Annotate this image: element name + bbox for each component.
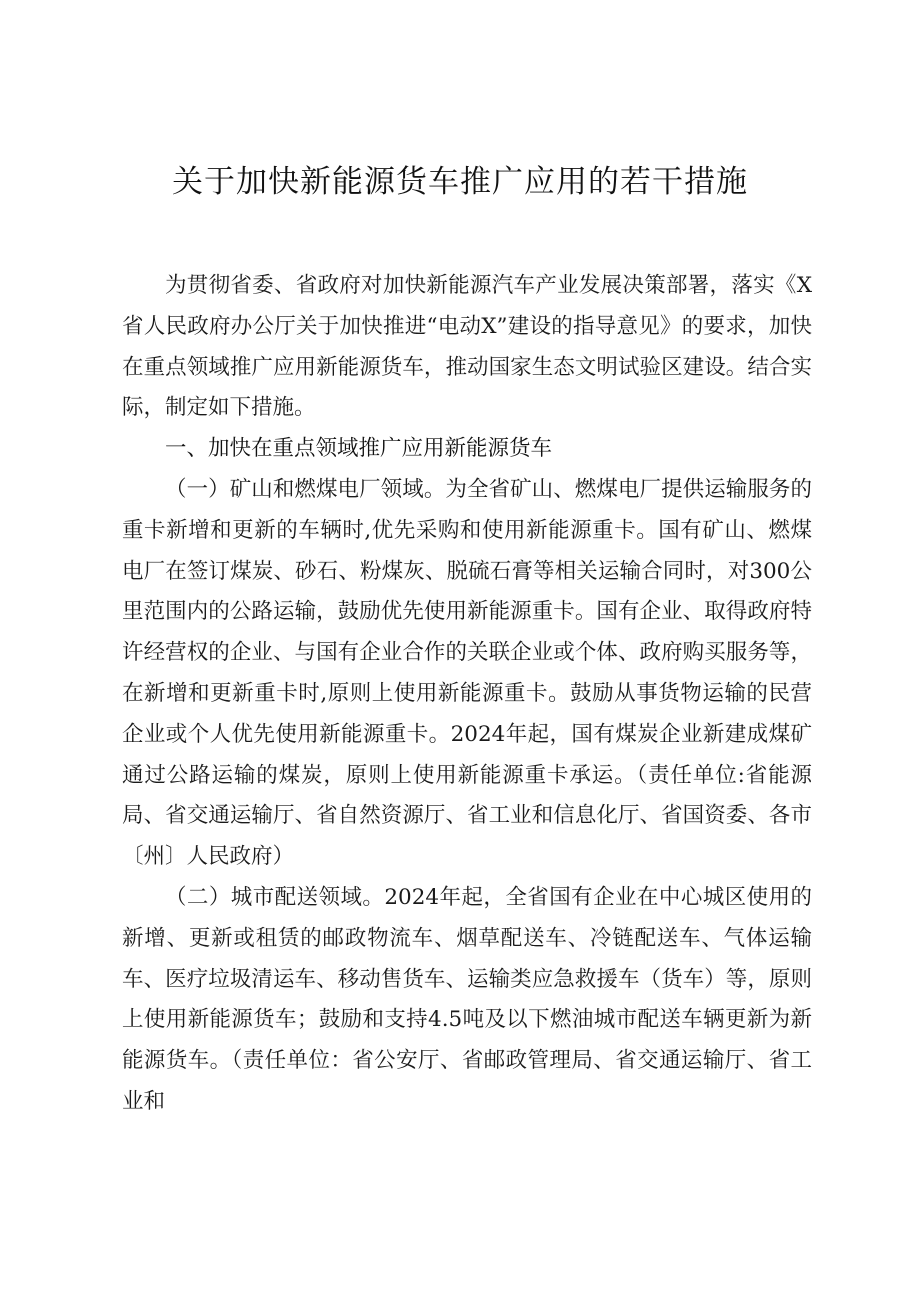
item-paragraph-urban-delivery: （二）城市配送领域。2024年起，全省国有企业在中心城区使用的新增、更新或租赁的邮政物流车、烟草配送车、冷链配送车、气体运输车、医疗垃圾清运车、移动售货车、运输类应急救援车（货车）等，原则上使用新能源货车；鼓励和支持4.5吨及以下燃油城市配送车辆更新为新能源货车。（责任单位：省公安厅、省邮政管理局、省交通运输厅、省工业和	[122, 884, 812, 1114]
item-paragraph-mining: （一）矿山和燃煤电厂领域。为全省矿山、燃煤电厂提供运输服务的重卡新增和更新的车辆时,优先采购和使用新能源重卡。国有矿山、燃煤电厂在签订煤炭、砂石、粉煤灰、脱硫石膏等相关运输合同时，对300公里范围内的公路运输，鼓励优先使用新能源重卡。国有企业、取得政府特许经营权的企业、与国有企业合作的关联企业或个体、政府购买服务等，在新增和更新重卡时,原则上使用新能源重卡。鼓励从事货物运输的民营企业或个人优先使用新能源重卡。2024年起，国有煤炭企业新建成煤矿通过公路运输的煤炭，原则上使用新能源重卡承运。（责任单位:省能源局、省交通运输厅、省自然资源厅、省工业和信息化厅、省国资委、各市〔州〕人民政府）	[122, 476, 812, 870]
document-body	[122, 266, 812, 1123]
section-heading: 一、加快在重点领域推广应用新能源货车	[165, 436, 553, 462]
document-title: 关于加快新能源货车推广应用的若干措施	[172, 164, 748, 200]
intro-paragraph: 为贯彻省委、省政府对加快新能源汽车产业发展决策部署，落实《X省人民政府办公厅关于加快推进“电动X”建设的指导意见》的要求，加快在重点领域推广应用新能源货车，推动国家生态文明试验区建设。结合实际，制定如下措施。	[122, 273, 812, 421]
